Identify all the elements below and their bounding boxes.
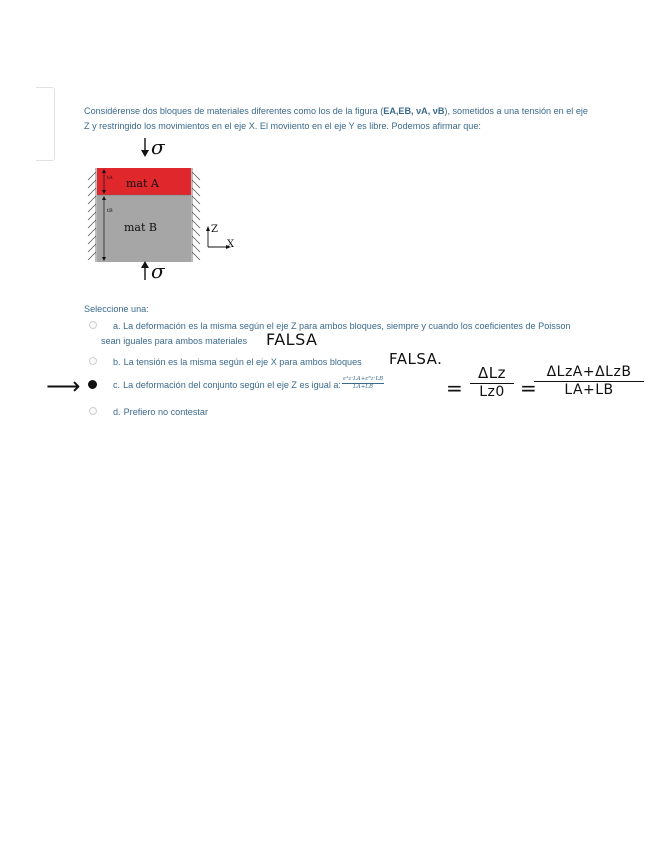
option-a-text-line2: sean iguales para ambos materiales	[101, 336, 248, 346]
option-c-letter: c.	[113, 380, 121, 390]
option-c-radio[interactable]	[88, 380, 97, 389]
handwritten-equation	[440, 364, 650, 414]
thickness-a-label: tA	[107, 175, 113, 181]
option-b-radio[interactable]	[89, 357, 97, 365]
blocks-figure	[82, 134, 252, 289]
handwritten-arrow: ⟶	[46, 372, 81, 400]
right-constraint-wall	[192, 168, 200, 262]
select-one-label: Seleccione una:	[84, 304, 149, 314]
formula-denominator: LA+LB	[353, 384, 374, 391]
blocks-diagram	[82, 134, 252, 284]
fraction-delta-lz-denominator: Lz0	[479, 384, 505, 400]
material-b-label: mat B	[124, 221, 157, 234]
option-a[interactable]	[101, 319, 636, 349]
option-a-radio[interactable]	[89, 321, 97, 329]
option-b-text: La tensión es la misma según el eje X para ambos bloques	[123, 357, 362, 367]
material-properties: EA,EB, νA, νB	[383, 106, 445, 116]
material-a-label: mat A	[126, 177, 159, 190]
option-b-letter: b.	[113, 357, 121, 367]
fraction-delta-sum-numerator: ΔLzA+ΔLzB	[534, 364, 644, 382]
option-a-letter: a.	[113, 321, 121, 331]
question-text-line1-pre: Considérense dos bloques de materiales diferentes como los de la figura (	[84, 106, 384, 116]
option-c-formula	[342, 376, 384, 391]
option-c-text: La deformación del conjunto según el eje Z es igual a:	[123, 380, 341, 390]
fraction-delta-sum	[534, 364, 644, 398]
x-axis-label: X	[227, 239, 235, 250]
thickness-b-label: tB	[107, 208, 113, 214]
question-text	[84, 104, 644, 134]
bottom-load-arrow	[141, 261, 149, 280]
option-b[interactable]	[113, 355, 362, 370]
fraction-delta-lz-numerator: ΔLz	[470, 364, 514, 384]
top-sigma-label: σ	[151, 135, 165, 159]
left-constraint-wall	[88, 168, 96, 262]
option-c[interactable]	[113, 378, 384, 393]
equals-sign-1: =	[446, 376, 464, 400]
fraction-delta-lz	[470, 364, 514, 400]
top-load-arrow	[141, 138, 149, 157]
option-d-text: Prefiero no contestar	[123, 407, 209, 417]
bottom-sigma-label: σ	[151, 259, 165, 283]
fraction-delta-sum-denominator: LA+LB	[564, 382, 614, 398]
question-text-line2: Z y restringido los movimientos en el eje X. El moviiento en el eje Y es libre. Podemos afirmar que:	[84, 121, 481, 131]
option-d[interactable]	[113, 405, 208, 420]
option-d-letter: d.	[113, 407, 121, 417]
option-a-text-line1: La deformación es la misma según el eje Z para ambos bloques, siempre y cuando los coeficientes de Poisson	[123, 321, 571, 331]
option-d-radio[interactable]	[89, 407, 97, 415]
z-axis-label: Z	[211, 224, 218, 235]
question-info-bracket	[36, 87, 55, 161]
formula-numerator: εᴬz·LA+εᴮz·LB	[342, 376, 384, 383]
equals-sign-2: =	[520, 376, 538, 400]
question-text-line1-post: ), sometidos a una tensión en el eje	[444, 106, 588, 116]
handwritten-note-a: FALSA	[266, 330, 318, 349]
handwritten-note-b: FALSA.	[389, 350, 443, 368]
